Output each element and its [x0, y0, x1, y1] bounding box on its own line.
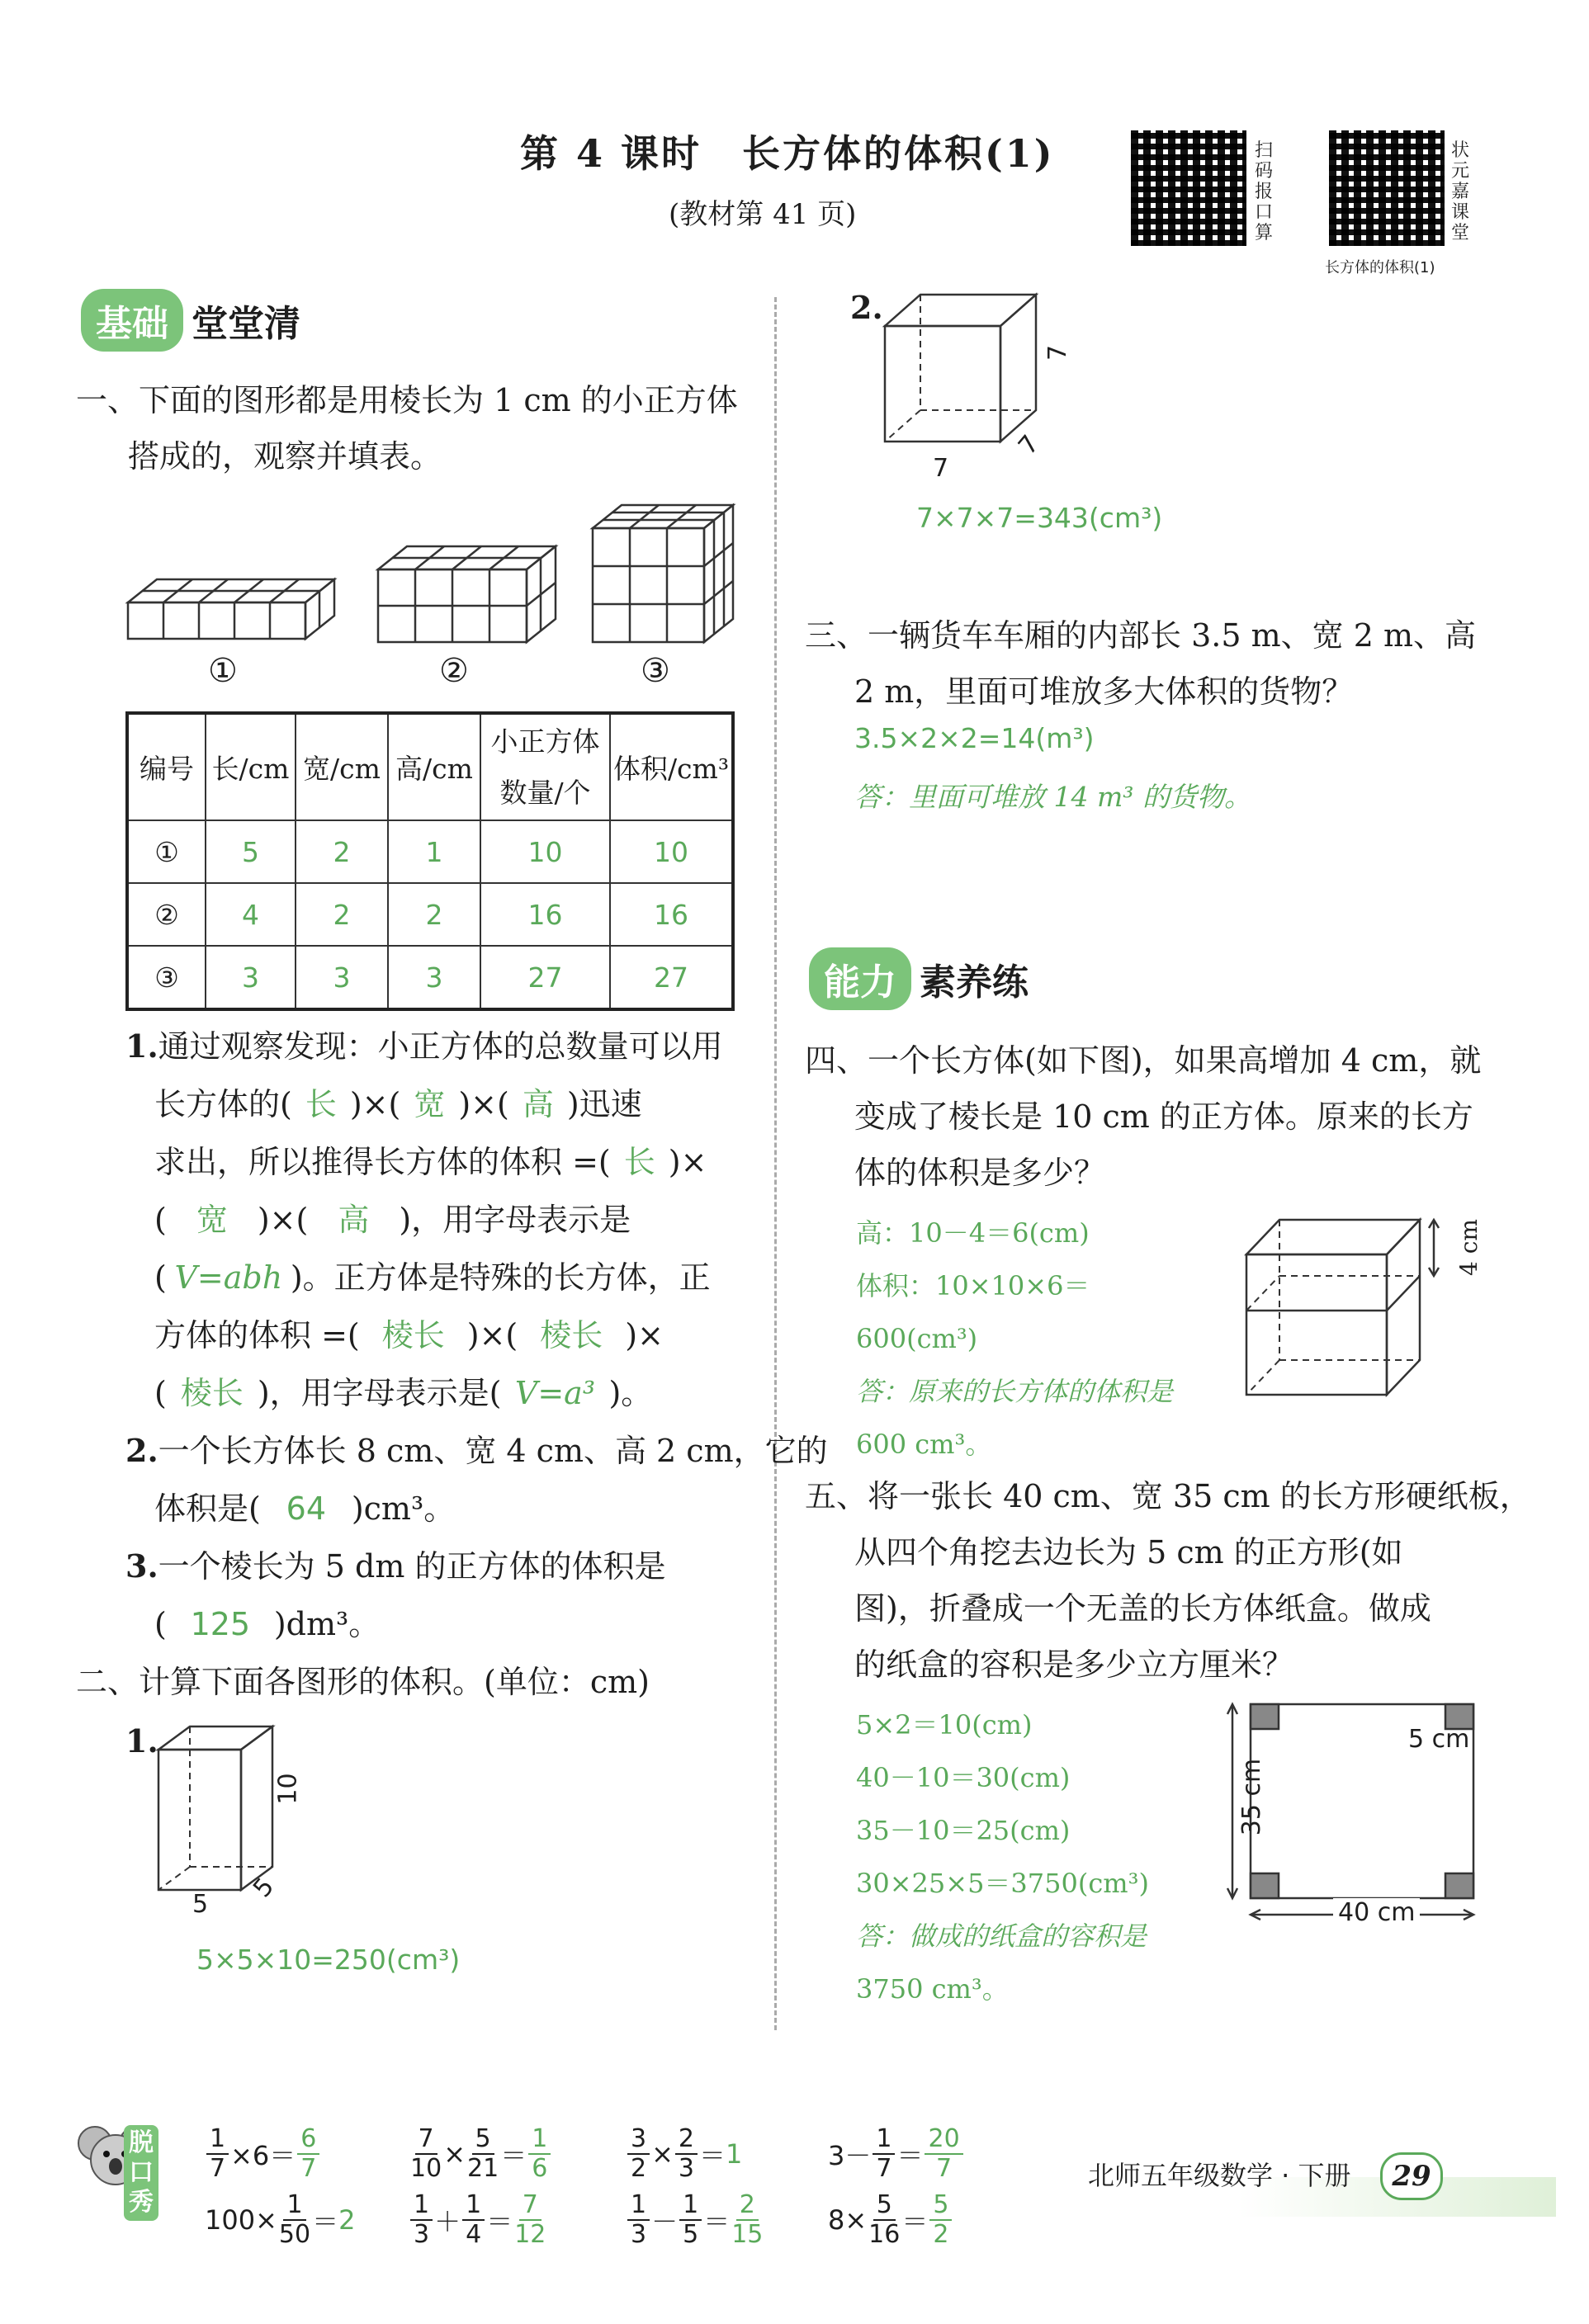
p2-depth-label: 7: [1013, 429, 1046, 461]
table-header: 编号: [127, 713, 206, 820]
q3-answer-text: 答：里面可堆放 14 m³ 的货物。: [854, 781, 1251, 813]
oral-item-5: $\frac{3}{2}$ × $\frac{2}{3}$ ＝ 1: [626, 2125, 742, 2183]
cardboard-corner-label: 5 cm: [1408, 1725, 1470, 1754]
qr-code-oral[interactable]: [1131, 130, 1246, 246]
oral-item-6: $\frac{1}{3}$ － $\frac{1}{5}$ ＝ $\frac{2}{15}$: [626, 2191, 764, 2249]
p1-answer: 5×5×10=250(cm³): [196, 1944, 461, 1976]
oral-item-2: 100× $\frac{1}{50}$ ＝ 2: [205, 2190, 356, 2249]
section-heading-ability: [809, 947, 1029, 1010]
qr-label: 长方体的体积(1): [1325, 259, 1435, 276]
q3-line1: 三、一辆货车车厢的内部长 3.5 m、宽 2 m、高: [805, 617, 1477, 654]
cube-figure-3: [593, 505, 733, 642]
page-title: 第 4 课时 长方体的体积(1): [520, 131, 1055, 176]
table-header: 高/cm: [388, 713, 480, 820]
table-header: 宽/cm: [296, 713, 388, 820]
cardboard-width-label: 40 cm: [1333, 1898, 1420, 1927]
q2-text: 二、计算下面各图形的体积。(单位：cm): [76, 1664, 650, 1700]
cube-figure-q4: [1242, 1213, 1457, 1403]
section-title: 堂堂清: [192, 303, 300, 345]
table-header: 长/cm: [206, 713, 296, 820]
table-row: ② 4 2 2 16 16: [127, 883, 733, 946]
figure-label-1: ①: [208, 652, 238, 690]
section-badge: 基础: [81, 289, 183, 352]
q5-line4: 的纸盒的容积是多少立方厘米？: [854, 1646, 1294, 1683]
table-header: 体积/cm³: [610, 713, 733, 820]
s2-line1: 2.一个长方体长 8 cm、宽 4 cm、高 2 cm，它的: [125, 1432, 828, 1469]
q2-p1-num: 1.: [125, 1722, 158, 1760]
column-divider: [774, 297, 777, 2030]
page-subtitle: (教材第 41 页): [669, 198, 857, 231]
table-row: ③ 3 3 3 27 27: [127, 946, 733, 1009]
s1-line4: ( 宽 )×( 高 )，用字母表示是: [154, 1202, 631, 1238]
footer-book-title: 北师五年级数学 · 下册: [1088, 2160, 1351, 2191]
oral-item-7: 3－ $\frac{1}{7}$ ＝ $\frac{20}{7}$: [828, 2125, 965, 2183]
cardboard-height-label: 35 cm: [1237, 1758, 1267, 1836]
s1-line3: 求出，所以推得长方体的体积 =( 长 )×: [154, 1144, 707, 1180]
q5-answer: 5×2＝10(cm) 40－10＝30(cm) 35－10＝25(cm) 30×25×5＝3750(cm³) 答：做成的纸盒的容积是 3750 cm³。: [856, 1709, 1149, 2005]
table-header: 小正方体 数量/个: [480, 713, 610, 820]
q5-line1: 五、将一张长 40 cm、宽 35 cm 的长方形硬纸板，: [805, 1478, 1531, 1514]
cube-figure-2: [378, 546, 556, 642]
s1-line7: ( 棱长 )，用字母表示是( V=a³ )。: [154, 1375, 653, 1411]
section-heading-basic: [81, 289, 300, 352]
s1-line2: 长方体的( 长 )×( 宽 )×( 高 )迅速: [154, 1086, 642, 1122]
q4-line2: 变成了棱长是 10 cm 的正方体。原来的长方: [854, 1098, 1473, 1135]
s3-line2: ( 125 )dm³。: [154, 1606, 381, 1642]
p2-width-label: 7: [933, 454, 949, 483]
qr-code-class[interactable]: [1329, 130, 1445, 246]
figure-label-3: ③: [641, 652, 670, 690]
oral-item-8: 8× $\frac{5}{16}$ ＝ $\frac{5}{2}$: [828, 2191, 953, 2249]
q4-answer: 高：10－4＝6(cm) 体积：10×10×6＝ 600(cm³) 答：原来的长方体的体积是 600 cm³。: [856, 1217, 1174, 1460]
s1-line5: ( V=abh )。正方体是特殊的长方体，正: [154, 1259, 711, 1296]
q2-p2-num: 2.: [850, 289, 883, 326]
q5-line2: 从四个角挖去边长为 5 cm 的正方形(如: [854, 1534, 1403, 1571]
cube-figure-p2: [875, 285, 1073, 475]
oral-item-3: $\frac{7}{10}$ × $\frac{5}{21}$ ＝ $\frac{1}{6}$: [409, 2125, 552, 2183]
q1-text-line2: 搭成的，观察并填表。: [128, 438, 442, 475]
p2-height-label: 7: [1043, 344, 1073, 361]
qr-caption-class: 状元嘉课堂: [1451, 140, 1470, 243]
figure-label-2: ②: [439, 652, 469, 690]
oral-item-1: $\frac{1}{7}$ ×6＝ $\frac{6}{7}$: [205, 2125, 321, 2183]
q3-answer-calc: 3.5×2×2=14(m³): [854, 722, 1095, 754]
page-number: 29: [1380, 2152, 1443, 2200]
oral-item-4: $\frac{1}{3}$ ＋ $\frac{1}{4}$ ＝ $\frac{7}{12}$: [409, 2191, 547, 2249]
oral-label: 脱口秀: [124, 2125, 158, 2221]
s1-line1: 1.通过观察发现：小正方体的总数量可以用: [125, 1027, 723, 1065]
volume-table: [125, 711, 735, 1011]
p1-height-label: 10: [273, 1773, 303, 1805]
qr-caption-oral: 扫码报口算: [1255, 140, 1274, 243]
p1-depth-label: 5: [248, 1872, 281, 1904]
q1-text-line1: 一、下面的图形都是用棱长为 1 cm 的小正方体: [76, 382, 738, 418]
s3-line1: 3.一个棱长为 5 dm 的正方体的体积是: [125, 1547, 666, 1585]
q4-line1: 四、一个长方体(如下图)，如果高增加 4 cm，就: [805, 1042, 1482, 1079]
p2-answer: 7×7×7=343(cm³): [916, 502, 1163, 534]
section-title: 素养练: [920, 961, 1029, 1004]
prism-figure-1: [149, 1717, 314, 1915]
s1-line6: 方体的体积 =( 棱长 )×( 棱长 )×: [154, 1317, 664, 1353]
s2-line2: 体积是( 64 )cm³。: [154, 1490, 456, 1527]
q4-height-label: 4 cm: [1454, 1219, 1483, 1276]
section-badge: 能力: [809, 947, 911, 1010]
q4-line3: 体的体积是多少？: [854, 1155, 1106, 1191]
table-header-row: [127, 713, 733, 820]
p1-width-label: 5: [192, 1890, 209, 1919]
q3-line2: 2 m，里面可堆放多大体积的货物？: [854, 673, 1354, 710]
cube-figure-1: [128, 579, 334, 639]
q5-line3: 图)，折叠成一个无盖的长方体纸盒。做成: [854, 1590, 1431, 1627]
table-row: ① 5 2 1 10 10: [127, 820, 733, 883]
